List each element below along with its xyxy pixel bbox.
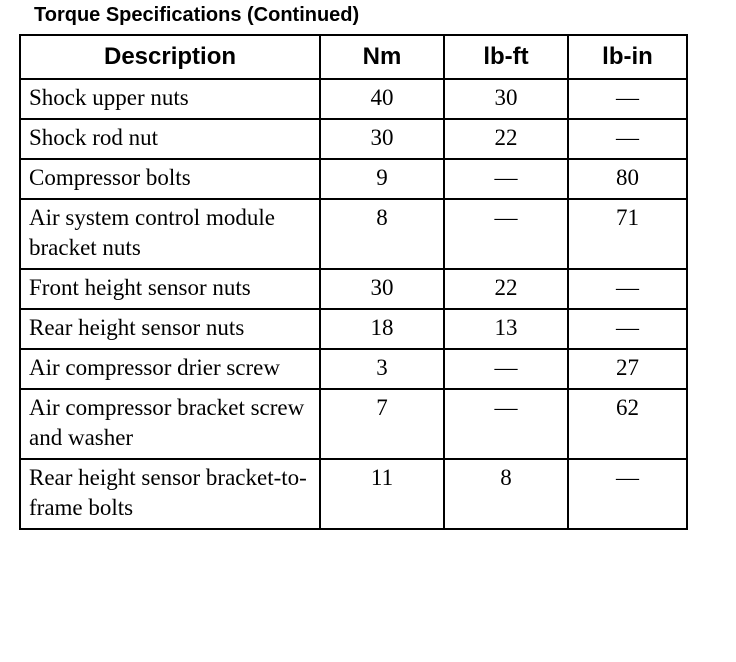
table-row — [20, 389, 687, 459]
cell-lb-in: — — [568, 79, 687, 119]
cell-lb-ft: — — [444, 159, 568, 199]
cell-nm: 30 — [320, 269, 444, 309]
cell-lb-in: 80 — [568, 159, 687, 199]
cell-lb-in: 71 — [568, 199, 687, 269]
cell-nm: 7 — [320, 389, 444, 459]
cell-lb-ft: 8 — [444, 459, 568, 529]
header-description: Description — [20, 35, 320, 79]
cell-nm: 30 — [320, 119, 444, 159]
table-row — [20, 159, 687, 199]
table-row — [20, 459, 687, 529]
cell-description: Shock upper nuts — [20, 79, 320, 119]
cell-description: Front height sensor nuts — [20, 269, 320, 309]
torque-spec-table — [19, 34, 688, 530]
table-row — [20, 79, 687, 119]
cell-lb-ft: — — [444, 349, 568, 389]
table-row — [20, 269, 687, 309]
table-row — [20, 309, 687, 349]
cell-description: Rear height sensor nuts — [20, 309, 320, 349]
header-lb-in: lb-in — [568, 35, 687, 79]
cell-lb-in: — — [568, 459, 687, 529]
cell-lb-ft: 22 — [444, 269, 568, 309]
cell-description: Compressor bolts — [20, 159, 320, 199]
header-row — [20, 35, 687, 79]
cell-description: Shock rod nut — [20, 119, 320, 159]
cell-nm: 3 — [320, 349, 444, 389]
header-lb-ft: lb-ft — [444, 35, 568, 79]
cell-nm: 11 — [320, 459, 444, 529]
cell-lb-ft: — — [444, 389, 568, 459]
table-row — [20, 199, 687, 269]
table-caption: Torque Specifications (Continued) — [34, 4, 360, 26]
cell-lb-ft: 13 — [444, 309, 568, 349]
cell-description: Air compressor drier screw — [20, 349, 320, 389]
header-nm: Nm — [320, 35, 444, 79]
cell-lb-in: — — [568, 269, 687, 309]
cell-nm: 18 — [320, 309, 444, 349]
cell-lb-in: — — [568, 119, 687, 159]
cell-nm: 9 — [320, 159, 444, 199]
cell-nm: 8 — [320, 199, 444, 269]
cell-description: Air compressor bracket screw and washer — [20, 389, 320, 459]
table-row — [20, 349, 687, 389]
cell-lb-ft: 22 — [444, 119, 568, 159]
cell-lb-in: — — [568, 309, 687, 349]
cell-lb-in: 62 — [568, 389, 687, 459]
cell-lb-in: 27 — [568, 349, 687, 389]
cell-description: Air system control module bracket nuts — [20, 199, 320, 269]
cell-description: Rear height sensor bracket-to-frame bolts — [20, 459, 320, 529]
table-row — [20, 119, 687, 159]
cell-nm: 40 — [320, 79, 444, 119]
cell-lb-ft: — — [444, 199, 568, 269]
cell-lb-ft: 30 — [444, 79, 568, 119]
